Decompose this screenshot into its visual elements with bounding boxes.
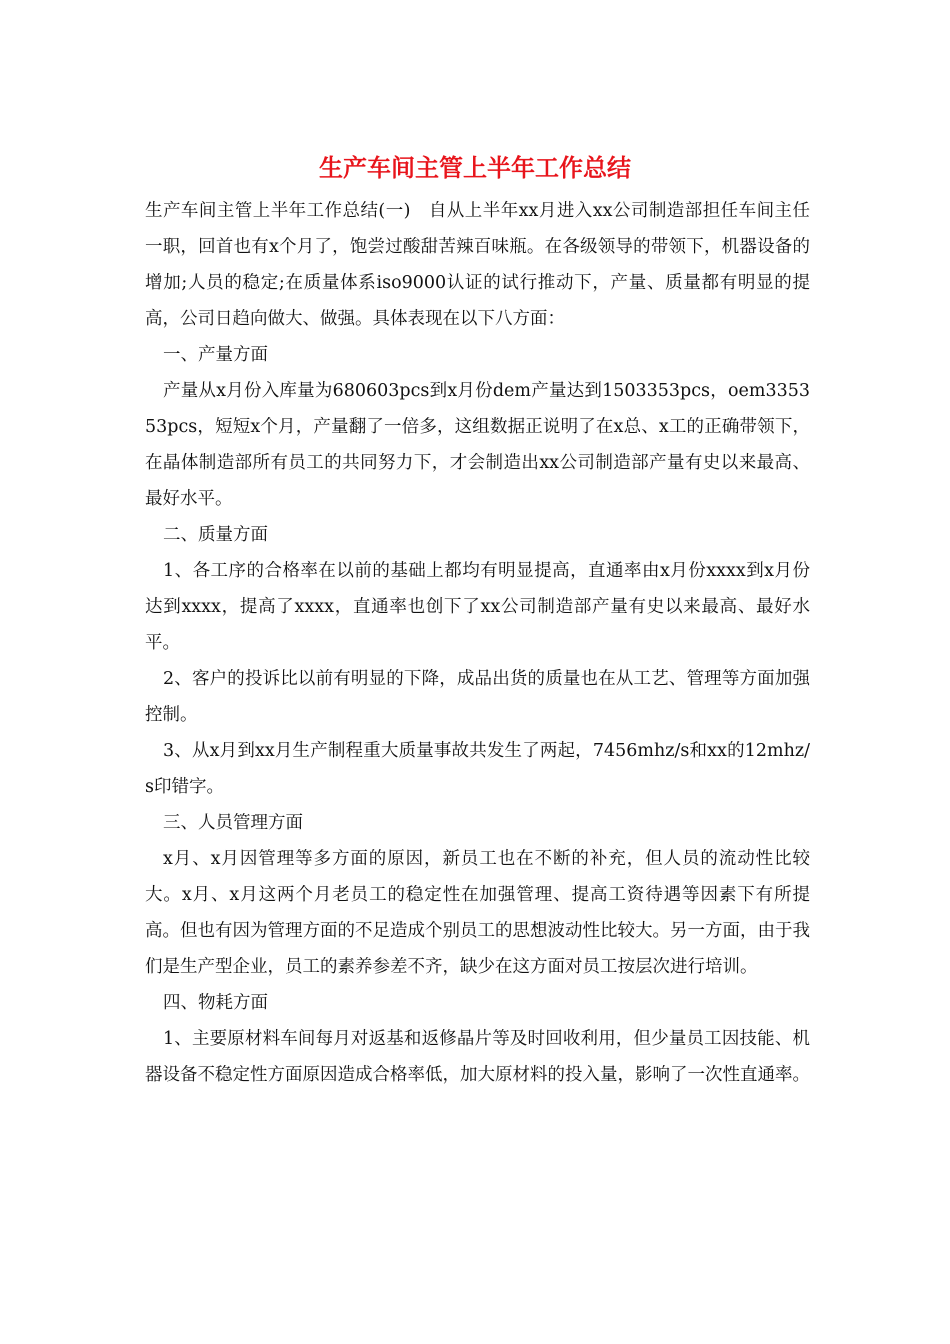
quality-item-3: 3、从x月到xx月生产制程重大质量事故共发生了两起，7456mhz/s和xx的12mhz/s印错字。 xyxy=(145,741,810,797)
quality-item-2: 2、客户的投诉比以前有明显的下降，成品出货的质量也在从工艺、管理等方面加强控制。 xyxy=(145,669,810,725)
personnel-paragraph: x月、x月因管理等多方面的原因，新员工也在不断的补充，但人员的流动性比较大。x月、x月这两个月老员工的稳定性在加强管理、提高工资待遇等因素下有所提高。但也有因为管理方面的不足造成个别员工的思想波动性比较大。另一方面，由于我们是生产型企业，员工的素养参差不齐，缺少在这方面对员工按层次进行培训。 xyxy=(145,849,810,977)
output-paragraph: 产量从x月份入库量为680603pcs到x月份dem产量达到1503353pcs，oem335353pcs，短短x个月，产量翻了一倍多，这组数据正说明了在x总、x工的正确带领下，在晶体制造部所有员工的共同努力下，才会制造出xx公司制造部产量有史以来最高、最好水平。 xyxy=(145,381,810,509)
section-heading-materials: 四、物耗方面 xyxy=(163,993,268,1013)
quality-item-1: 1、各工序的合格率在以前的基础上都均有明显提高，直通率由x月份xxxx到x月份达到xxxx，提高了xxxx，直通率也创下了xx公司制造部产量有史以来最高、最好水平。 xyxy=(145,561,810,653)
section-heading-output: 一、产量方面 xyxy=(163,345,268,365)
section-heading-personnel: 三、人员管理方面 xyxy=(163,813,303,833)
document-body xyxy=(145,193,810,1093)
section-heading-quality: 二、质量方面 xyxy=(163,525,268,545)
materials-item-1: 1、主要原材料车间每月对返基和返修晶片等及时回收利用，但少量员工因技能、机器设备不稳定性方面原因造成合格率低，加大原材料的投入量，影响了一次性直通率。 xyxy=(145,1029,810,1085)
document-title: 生产车间主管上半年工作总结 xyxy=(319,153,631,182)
intro-paragraph: 生产车间主管上半年工作总结(一) 自从上半年xx月进入xx公司制造部担任车间主任一职，回首也有x个月了，饱尝过酸甜苦辣百味瓶。在各级领导的带领下，机器设备的增加;人员的稳定;在质量体系iso9000认证的试行推动下，产量、质量都有明显的提高，公司日趋向做大、做强。具体表现在以下八方面： xyxy=(145,201,810,329)
